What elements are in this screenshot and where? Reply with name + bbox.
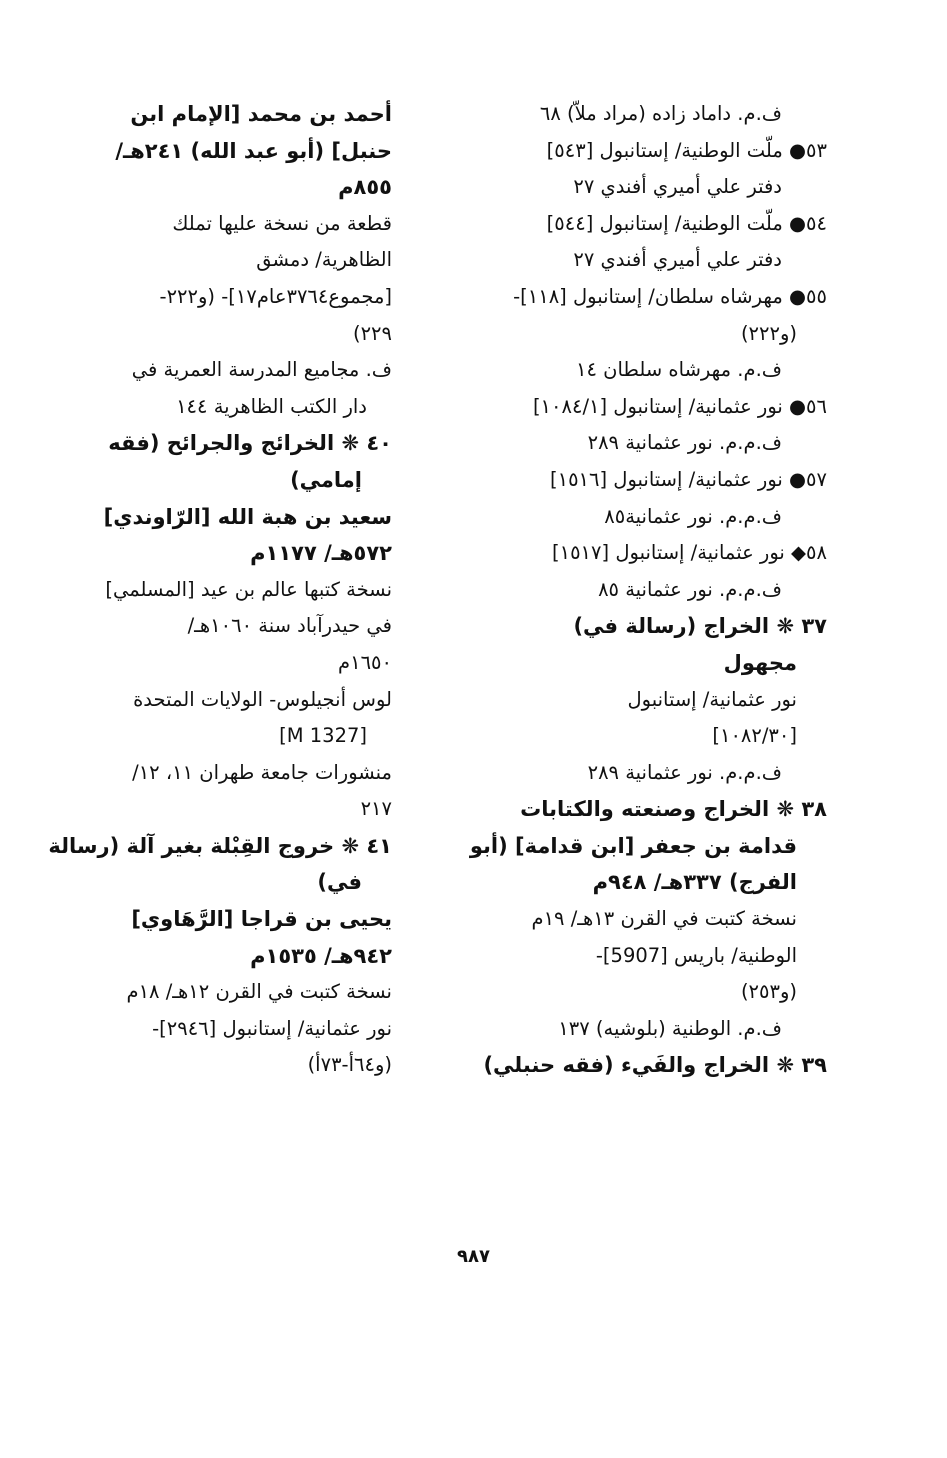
text-line: ف.م. الوطنية (بلوشيه) ١٣٧ (558, 1016, 782, 1040)
text-line: ف.م.م. نور عثمانية ٢٨٩ (587, 431, 782, 455)
text-line: نسخة كتبت في القرن ١٢هـ/ ١٨م (126, 980, 392, 1004)
text-line: ١٦٥٠م (338, 650, 392, 674)
text-line: ٩٤٢هـ/ ١٥٣٥م (250, 943, 392, 968)
text-line: ٢٢٩) (352, 321, 392, 345)
text-line: ف. مجاميع المدرسة العمرية في (131, 358, 392, 382)
text-line: نور عثمانية/ إستانبول [٢٩٤٦]- (152, 1016, 392, 1040)
text-line: [مجموع٣٧٦٤عام١٧]- (و٢٢٢- (159, 284, 392, 308)
text-line: ف.م. داماد زاده (مراد ملاّ) ٦٨ (539, 102, 782, 125)
text-line: ٣٩ ❋ الخراج والفَيء (فقه حنبلي) (483, 1053, 827, 1078)
text-line: ٣٧ ❋ الخراج (رسالة في) (573, 614, 827, 639)
text-line: نور عثمانية/ إستانبول (627, 687, 797, 711)
text-line: (و٢٥٣) (740, 980, 797, 1004)
text-line: ٢١٧ (360, 797, 392, 821)
text-line: الظاهرية/ دمشق (256, 248, 392, 272)
text-line: ف.م.م. نور عثمانية٨٥ (604, 504, 782, 528)
text-line: في) (317, 870, 362, 895)
text-line: ٥٣● ملّت الوطنية/ إستانبول [٥٤٣] (546, 138, 827, 162)
text-line: دار الكتب الظاهرية ١٤٤ (176, 394, 367, 418)
text-line: مجهول (723, 650, 797, 675)
text-line: ٤٠ ❋ الخرائج والجرائح (فقه (108, 431, 392, 456)
text-line: نسخة كتبت في القرن ١٣هـ/ ١٩م (531, 907, 797, 931)
text-line: (و٢٢٢) (740, 321, 797, 345)
text-line: يحيى بن قراجا [الرَّهَاوي] (131, 907, 392, 932)
text-line: ف.م. مهرشاه سلطان ١٤ (576, 358, 782, 382)
text-line: ٥٤● ملّت الوطنية/ إستانبول [٥٤٤] (546, 211, 827, 235)
text-line: الفرج) ٣٣٧هـ/ ٩٤٨م (592, 870, 797, 895)
text-line: [M 1327] (279, 724, 367, 748)
text-line: ف.م.م. نور عثمانية ٨٥ (598, 577, 782, 601)
text-line: لوس أنجيلوس- الولايات المتحدة (133, 687, 392, 711)
text-line: حنبل] (أبو عبد الله) ٢٤١هـ/ (115, 138, 392, 163)
text-line: سعيد بن هبة الله [الرّاوندي] (103, 504, 392, 529)
text-line: ف.م.م. نور عثمانية ٢٨٩ (587, 760, 782, 784)
text-line: ٨٥٥م (338, 175, 392, 200)
text-line: ٥٨◆ نور عثمانية/ إستانبول [١٥١٧] (552, 541, 827, 565)
text-line: ٣٨ ❋ الخراج وصنعته والكتابات (520, 797, 827, 822)
text-line: أحمد بن محمد [الإمام ابن (130, 102, 392, 126)
text-line: ٥٧٢هـ/ ١١٧٧م (250, 541, 392, 566)
text-line: دفتر علي أميري أفندي ٢٧ (573, 248, 782, 272)
text-line: قدامة بن جعفر [ابن قدامة] (أبو (469, 833, 797, 858)
text-line: الوطنية/ باريس [5907]- (595, 943, 797, 967)
left-column (48, 96, 392, 1084)
text-line: (و٦٤أ-٧٣أ) (307, 1053, 392, 1077)
text-line: ٥٥● مهرشاه سلطان/ إستانبول [١١٨]- (513, 284, 827, 308)
text-line: إمامي) (290, 467, 362, 492)
text-line: منشورات جامعة طهران ١١، ١٢/ (132, 760, 392, 784)
page-number: ٩٨٧ (457, 1246, 490, 1267)
right-column (469, 96, 827, 1084)
text-line: ٥٧● نور عثمانية/ إستانبول [١٥١٦] (549, 467, 827, 491)
text-line: دفتر علي أميري أفندي ٢٧ (573, 175, 782, 199)
text-line: [١٠٨٢/٣٠] (712, 724, 797, 748)
text-line: قطعة من نسخة عليها تملك (172, 211, 392, 235)
text-line: ٤١ ❋ خروج القِبْلة بغير آلة (رسالة (48, 833, 392, 858)
text-line: في حيدرآباد سنة ١٠٦٠هـ/ (187, 614, 392, 638)
text-line: نسخة كتبها عالم بن عيد [المسلمي] (105, 577, 392, 601)
text-line: ٥٦● نور عثمانية/ إستانبول [١٠٨٤/١] (532, 394, 827, 418)
